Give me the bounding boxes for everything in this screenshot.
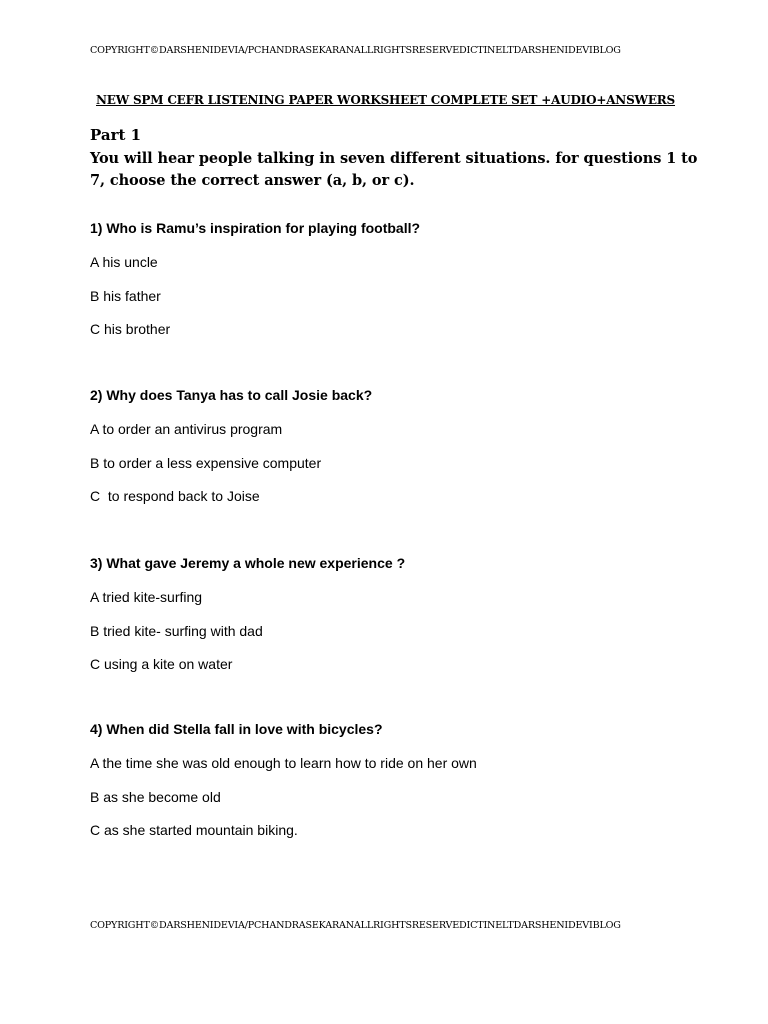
option-a: A the time she was old enough to learn how to ride on her own xyxy=(90,755,477,771)
option-b: B his father xyxy=(90,287,161,304)
question-text: 4) When did Stella fall in love with bicycles? xyxy=(90,721,383,737)
part-instructions: You will hear people talking in seven different situations. for questions 1 to 7, choose the correct answer (a, b, or c). xyxy=(90,150,698,189)
option-c: C using a kite on water xyxy=(90,656,233,672)
option-c: C his brother xyxy=(90,321,171,337)
question-1 xyxy=(90,220,710,355)
question-text: 1) Who is Ramu’s inspiration for playing football? xyxy=(90,220,421,236)
option-a: A his uncle xyxy=(90,254,158,270)
option-b: B to order a less expensive computer xyxy=(90,454,322,471)
footer-copyright: COPYRIGHT©DARSHENIDEVIA/PCHANDRASEKARANALLRIGHTSRESERVEDICTINELTDARSHENIDEVIBLOG xyxy=(90,920,621,931)
option-b: B tried kite- surfing with dad xyxy=(90,622,263,639)
part-heading: Part 1 xyxy=(90,126,142,144)
option-a: A tried kite-surfing xyxy=(90,589,203,605)
worksheet-title: NEW SPM CEFR LISTENING PAPER WORKSHEET COMPLETE SET +AUDIO+ANSWERS xyxy=(96,93,676,107)
option-c: C to respond back to Joise xyxy=(90,488,260,504)
question-4 xyxy=(90,721,710,856)
option-a: A to order an antivirus program xyxy=(90,421,283,437)
question-text: 2) Why does Tanya has to call Josie back? xyxy=(90,387,373,403)
header-copyright: COPYRIGHT©DARSHENIDEVIA/PCHANDRASEKARANALLRIGHTSRESERVEDICTINELTDARSHENIDEVIBLOG xyxy=(90,45,621,56)
question-2 xyxy=(90,387,710,522)
question-3 xyxy=(90,555,710,690)
option-b: B as she become old xyxy=(90,788,221,805)
option-c: C as she started mountain biking. xyxy=(90,822,298,838)
question-text: 3) What gave Jeremy a whole new experience ? xyxy=(90,555,406,571)
